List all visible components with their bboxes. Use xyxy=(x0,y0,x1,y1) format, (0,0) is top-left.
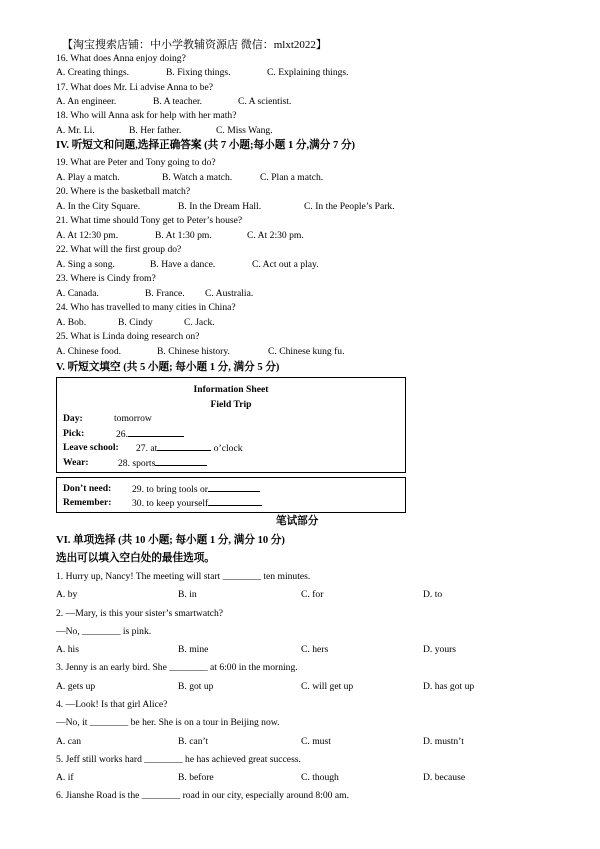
watermark-text: 【淘宝搜索店铺：中小学教辅资源店 微信：mlxt2022】 xyxy=(62,39,327,51)
option-16c: C. Explaining things. xyxy=(267,67,349,78)
question-16: 16. What does Anna enjoy doing? xyxy=(56,53,186,64)
option-17c: C. A scientist. xyxy=(238,96,292,107)
mc-option-2a: A. his xyxy=(56,644,79,655)
option-18c: C. Miss Wang. xyxy=(216,125,273,136)
option-25a: A. Chinese food. xyxy=(56,346,122,357)
question-19: 19. What are Peter and Tony going to do? xyxy=(56,157,216,168)
mc-option-4c: C. must xyxy=(301,736,331,747)
blank-30[interactable] xyxy=(208,497,262,506)
blank-27[interactable] xyxy=(157,442,211,451)
question-17: 17. What does Mr. Li advise Anna to be? xyxy=(56,82,214,93)
option-21b: B. At 1:30 pm. xyxy=(155,230,212,241)
question-18: 18. Who will Anna ask for help with her math? xyxy=(56,110,237,121)
question-25: 25. What is Linda doing research on? xyxy=(56,331,200,342)
mc-option-1c: C. for xyxy=(301,589,324,600)
mc-option-2c: C. hers xyxy=(301,644,329,655)
info-sheet-title: Information Sheet xyxy=(193,384,269,395)
blank-26-number: 26. xyxy=(116,429,128,440)
question-21: 21. What time should Tony get to Peter’s house? xyxy=(56,215,243,226)
option-20b: B. In the Dream Hall. xyxy=(178,201,262,212)
mc-question-2: 2. —Mary, is this your sister’s smartwatch? xyxy=(56,608,224,619)
mc-option-1b: B. in xyxy=(178,589,197,600)
option-20a: A. In the City Square. xyxy=(56,201,141,212)
blank-28-number: 28. sports xyxy=(118,458,156,469)
blank-29[interactable] xyxy=(208,483,260,492)
question-23: 23. Where is Cindy from? xyxy=(56,273,156,284)
field-wear-label: Wear: xyxy=(63,457,89,468)
option-22b: B. Have a dance. xyxy=(150,259,216,270)
field-dont-need-value xyxy=(132,483,260,495)
option-17a: A. An engineer. xyxy=(56,96,117,107)
question-22: 22. What will the first group do? xyxy=(56,244,182,255)
mc-option-3c: C. will get up xyxy=(301,681,354,692)
field-dont-need-label: Don’t need: xyxy=(63,483,112,494)
option-24b: B. Cindy xyxy=(118,317,153,328)
mc-option-4d: D. mustn’t xyxy=(423,736,464,747)
mc-question-4-reply: —No, it ________ be her. She is on a tour in Beijing now. xyxy=(56,717,280,728)
mc-question-5: 5. Jeff still works hard ________ he has achieved great success. xyxy=(56,754,301,765)
blank-28[interactable] xyxy=(155,457,207,466)
option-21a: A. At 12:30 pm. xyxy=(56,230,119,241)
mc-option-3b: B. got up xyxy=(178,681,214,692)
blank-27-suffix: o’clock xyxy=(211,443,243,454)
blank-27-number: 27. at xyxy=(136,443,158,454)
mc-option-1d: D. to xyxy=(423,589,443,600)
mc-option-3a: A. gets up xyxy=(56,681,96,692)
option-18b: B. Her father. xyxy=(129,125,182,136)
field-leave-label: Leave school: xyxy=(63,442,119,453)
option-21c: C. At 2:30 pm. xyxy=(247,230,304,241)
option-19a: A. Play a match. xyxy=(56,172,120,183)
question-24: 24. Who has travelled to many cities in China? xyxy=(56,302,236,313)
section-6-heading: VI. 单项选择 (共 10 小题; 每小题 1 分, 满分 10 分) xyxy=(56,535,285,546)
mc-option-5a: A. if xyxy=(56,772,74,783)
mc-option-5c: C. though xyxy=(301,772,339,783)
mc-option-5d: D. because xyxy=(423,772,466,783)
option-22c: C. Act out a play. xyxy=(252,259,319,270)
field-remember-value xyxy=(132,497,262,509)
option-23a: A. Canada. xyxy=(56,288,99,299)
field-day-value: tomorrow xyxy=(114,413,152,424)
blank-30-number: 30. to keep yourself xyxy=(132,498,209,509)
option-19b: B. Watch a match. xyxy=(162,172,233,183)
field-pick-value xyxy=(116,428,184,440)
option-25c: C. Chinese kung fu. xyxy=(268,346,345,357)
option-22a: A. Sing a song. xyxy=(56,259,115,270)
mc-option-4b: B. can’t xyxy=(178,736,209,747)
mc-option-2d: D. yours xyxy=(423,644,457,655)
option-23b: B. France. xyxy=(145,288,185,299)
question-20: 20. Where is the basketball match? xyxy=(56,186,191,197)
field-pick-label: Pick: xyxy=(63,428,85,439)
mc-option-3d: D. has got up xyxy=(423,681,475,692)
option-25b: B. Chinese history. xyxy=(157,346,230,357)
blank-26[interactable] xyxy=(128,428,184,437)
option-18a: A. Mr. Li. xyxy=(56,125,95,136)
option-16a: A. Creating things. xyxy=(56,67,130,78)
mc-question-6: 6. Jianshe Road is the ________ road in our city, especially around 8:00 am. xyxy=(56,790,349,801)
option-23c: C. Australia. xyxy=(205,288,254,299)
section-4-heading: IV. 听短文和问题,选择正确答案 (共 7 小题;每小题 1 分,满分 7 分) xyxy=(56,140,356,151)
option-24a: A. Bob. xyxy=(56,317,87,328)
section-5-heading: V. 听短文填空 (共 5 小题; 每小题 1 分, 满分 5 分) xyxy=(56,362,280,373)
mc-option-4a: A. can xyxy=(56,736,82,747)
option-16b: B. Fixing things. xyxy=(166,67,231,78)
mc-question-4: 4. —Look! Is that girl Alice? xyxy=(56,699,168,710)
mc-question-3: 3. Jenny is an early bird. She ________ at 6:00 in the morning. xyxy=(56,662,298,673)
info-sheet-box xyxy=(56,377,406,473)
info-sheet-box-2 xyxy=(56,477,406,513)
written-part-heading: 笔试部分 xyxy=(276,516,319,527)
info-sheet-subtitle: Field Trip xyxy=(210,399,252,410)
mc-question-2-reply: —No, ________ is pink. xyxy=(56,626,152,637)
mc-option-2b: B. mine xyxy=(178,644,209,655)
field-wear-value xyxy=(118,457,207,469)
mc-question-1: 1. Hurry up, Nancy! The meeting will start ________ ten minutes. xyxy=(56,571,311,582)
option-20c: C. In the People’s Park. xyxy=(304,201,395,212)
option-24c: C. Jack. xyxy=(184,317,215,328)
option-19c: C. Plan a match. xyxy=(260,172,324,183)
field-day-label: Day: xyxy=(63,413,83,424)
section-6-instruction: 选出可以填入空白处的最佳选项。 xyxy=(56,553,215,564)
option-17b: B. A teacher. xyxy=(153,96,203,107)
field-remember-label: Remember: xyxy=(63,497,112,508)
mc-option-5b: B. before xyxy=(178,772,214,783)
field-leave-value xyxy=(136,442,243,454)
blank-29-number: 29. to bring tools or xyxy=(132,484,208,495)
mc-option-1a: A. by xyxy=(56,589,78,600)
